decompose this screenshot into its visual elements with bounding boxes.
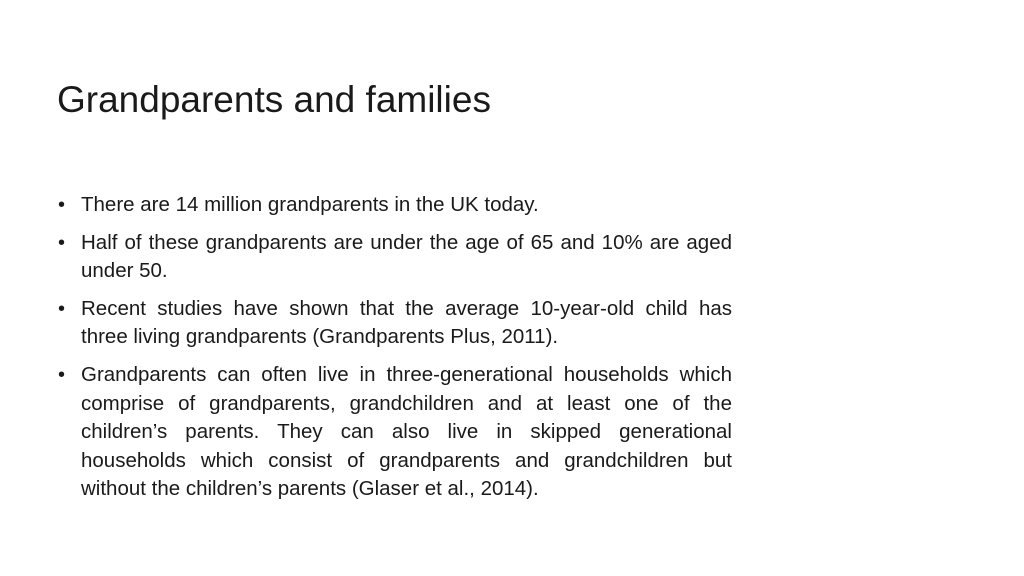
- bullet-marker-icon: •: [58, 194, 66, 216]
- bullet-item: [57, 295, 732, 352]
- bullet-text: There are 14 million grandparents in the UK today.: [81, 193, 539, 216]
- bullet-list: [57, 191, 732, 513]
- bullet-marker-icon: •: [58, 297, 66, 320]
- bullet-item: [57, 361, 732, 504]
- bullet-text: Half of these grandparents are under the age of 65 and 10% are aged under 50.: [81, 230, 732, 283]
- slide-title: Grandparents and families: [57, 79, 491, 120]
- bullet-marker-icon: •: [58, 363, 66, 386]
- bullet-item: [57, 229, 732, 286]
- bullet-marker-icon: •: [58, 231, 66, 254]
- bullet-text: Recent studies have shown that the average 10-year-old child has three living grandparents (Grandparents Plus, 2011).: [81, 296, 732, 349]
- bullet-text: Grandparents can often live in three-generational households which comprise of grandparents, grandchildren and at least one of the children’s parents. They can also live in skipped generational households which consist of grandparents and grandchildren but without the children’s parents (Glaser et al., 2014).: [81, 362, 732, 501]
- bullet-item: [57, 191, 732, 220]
